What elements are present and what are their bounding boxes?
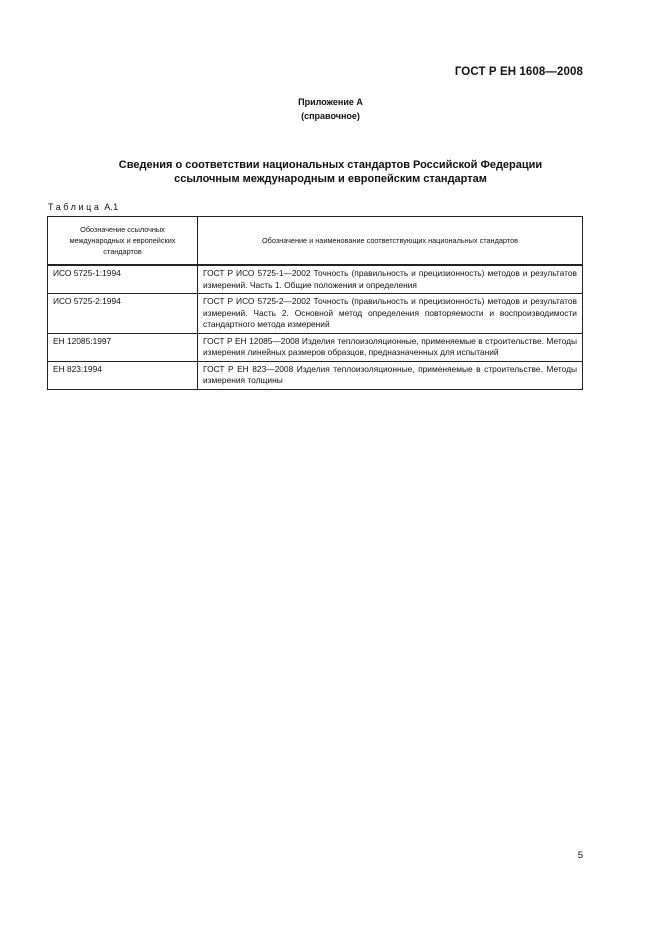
- section-title: [0, 158, 661, 186]
- appendix-title: Приложение А: [298, 97, 363, 107]
- header-national-standards: Обозначение и наименование соответствующих национальных стандартов: [198, 217, 583, 266]
- table-caption-word: Таблица: [48, 202, 102, 212]
- appendix-subtitle: (справочное): [301, 111, 360, 121]
- table-row: [48, 294, 583, 334]
- header-reference-standards: Обозначение ссылочных международных и европейских стандартов: [48, 217, 198, 266]
- reference-designation: ЕН 823:1994: [48, 361, 198, 389]
- reference-designation: ИСО 5725-1:1994: [48, 265, 198, 294]
- table-row: [48, 333, 583, 361]
- table-row: [48, 361, 583, 389]
- national-standard-description: ГОСТ Р ИСО 5725-1—2002 Точность (правильность и прецизионность) методов и результатов измерений. Часть 1. Общие положения и определения: [198, 265, 583, 294]
- page-number: 5: [577, 850, 583, 861]
- table-caption: [48, 202, 118, 212]
- reference-designation: ИСО 5725-2:1994: [48, 294, 198, 334]
- appendix-heading: [0, 95, 661, 123]
- document-code: ГОСТ Р ЕН 1608—2008: [454, 66, 583, 78]
- table-row: [48, 265, 583, 294]
- correspondence-table: [47, 216, 583, 390]
- section-title-line-2: ссылочным международным и европейским стандартам: [174, 173, 487, 185]
- national-standard-description: ГОСТ Р ЕН 12085—2008 Изделия теплоизоляционные, применяемые в строительстве. Методы измерения линейных размеров образцов, предназначенных для испытаний: [198, 333, 583, 361]
- national-standard-description: ГОСТ Р ЕН 823—2008 Изделия теплоизоляционные, применяемые в строительстве. Методы измерения толщины: [198, 361, 583, 389]
- section-title-line-1: Сведения о соответствии национальных стандартов Российской Федерации: [118, 159, 543, 171]
- national-standard-description: ГОСТ Р ИСО 5725-2—2002 Точность (правильность и прецизионность) методов и результатов измерений. Часть 2. Основной метод определения повторяемости и воспроизводимости стандартного метода измерений: [198, 294, 583, 334]
- table-header-row: [48, 217, 583, 266]
- table-caption-number: А.1: [104, 202, 119, 212]
- reference-designation: ЕН 12085:1997: [48, 333, 198, 361]
